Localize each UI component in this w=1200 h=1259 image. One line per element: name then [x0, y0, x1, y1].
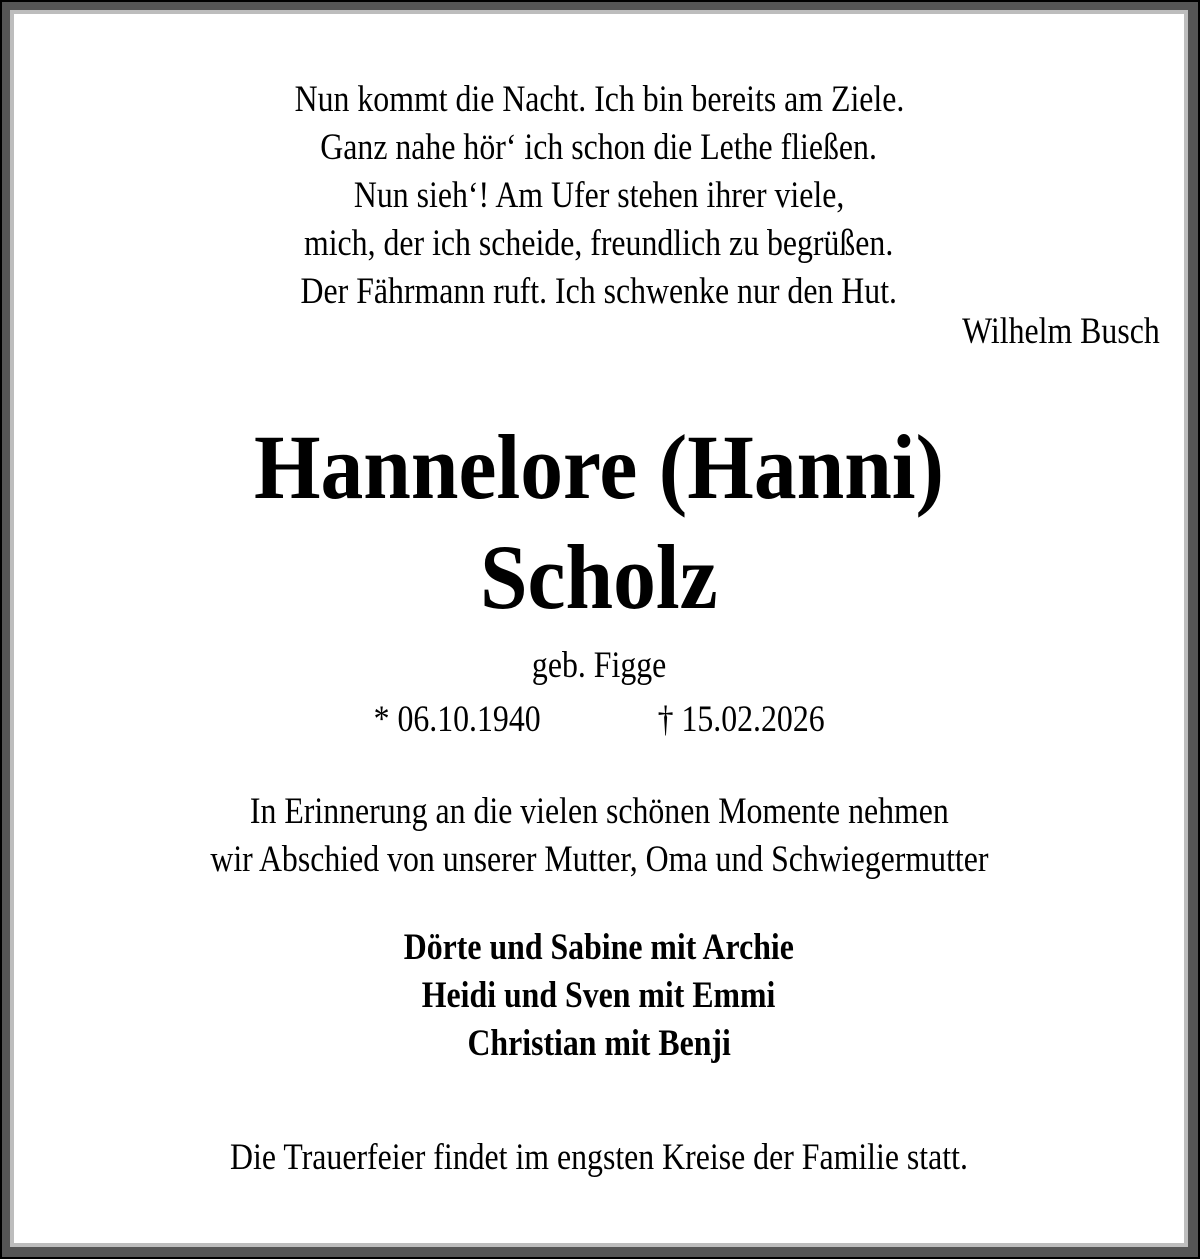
- birth-date: * 06.10.1940: [373, 699, 541, 740]
- mourner-line: Heidi und Sven mit Emmi: [422, 975, 776, 1016]
- poem-line: Nun sieh‘! Am Ufer stehen ihrer viele,: [353, 175, 845, 216]
- deceased-name-line1: Hannelore (Hanni): [253, 416, 945, 518]
- deceased-name-line2: Scholz: [480, 526, 718, 628]
- mourner-line: Dörte und Sabine mit Archie: [403, 927, 795, 968]
- message-line: wir Abschied von unserer Mutter, Oma und Schwiegermutter: [209, 839, 989, 880]
- poem-line: Nun kommt die Nacht. Ich bin bereits am Ziele.: [294, 79, 904, 120]
- poem-author: Wilhelm Busch: [962, 311, 1160, 352]
- death-date: † 15.02.2026: [657, 699, 825, 740]
- funeral-note: Die Trauerfeier findet im engsten Kreise der Familie statt.: [230, 1137, 968, 1178]
- border-light: [10, 10, 1188, 1247]
- maiden-name: geb. Figge: [531, 645, 667, 686]
- life-dates: [14, 696, 1184, 744]
- poem-line: mich, der ich scheide, freundlich zu begrüßen.: [304, 223, 894, 264]
- message-line: In Erinnerung an die vielen schönen Momente nehmen: [249, 791, 949, 832]
- poem-line: Der Fährmann ruft. Ich schwenke nur den Hut.: [300, 271, 898, 312]
- obituary-notice: [14, 14, 1184, 1243]
- border-dark: [2, 2, 1198, 1257]
- poem-line: Ganz nahe hör‘ ich schon die Lethe fließen.: [320, 127, 878, 168]
- mourner-line: Christian mit Benji: [467, 1023, 731, 1064]
